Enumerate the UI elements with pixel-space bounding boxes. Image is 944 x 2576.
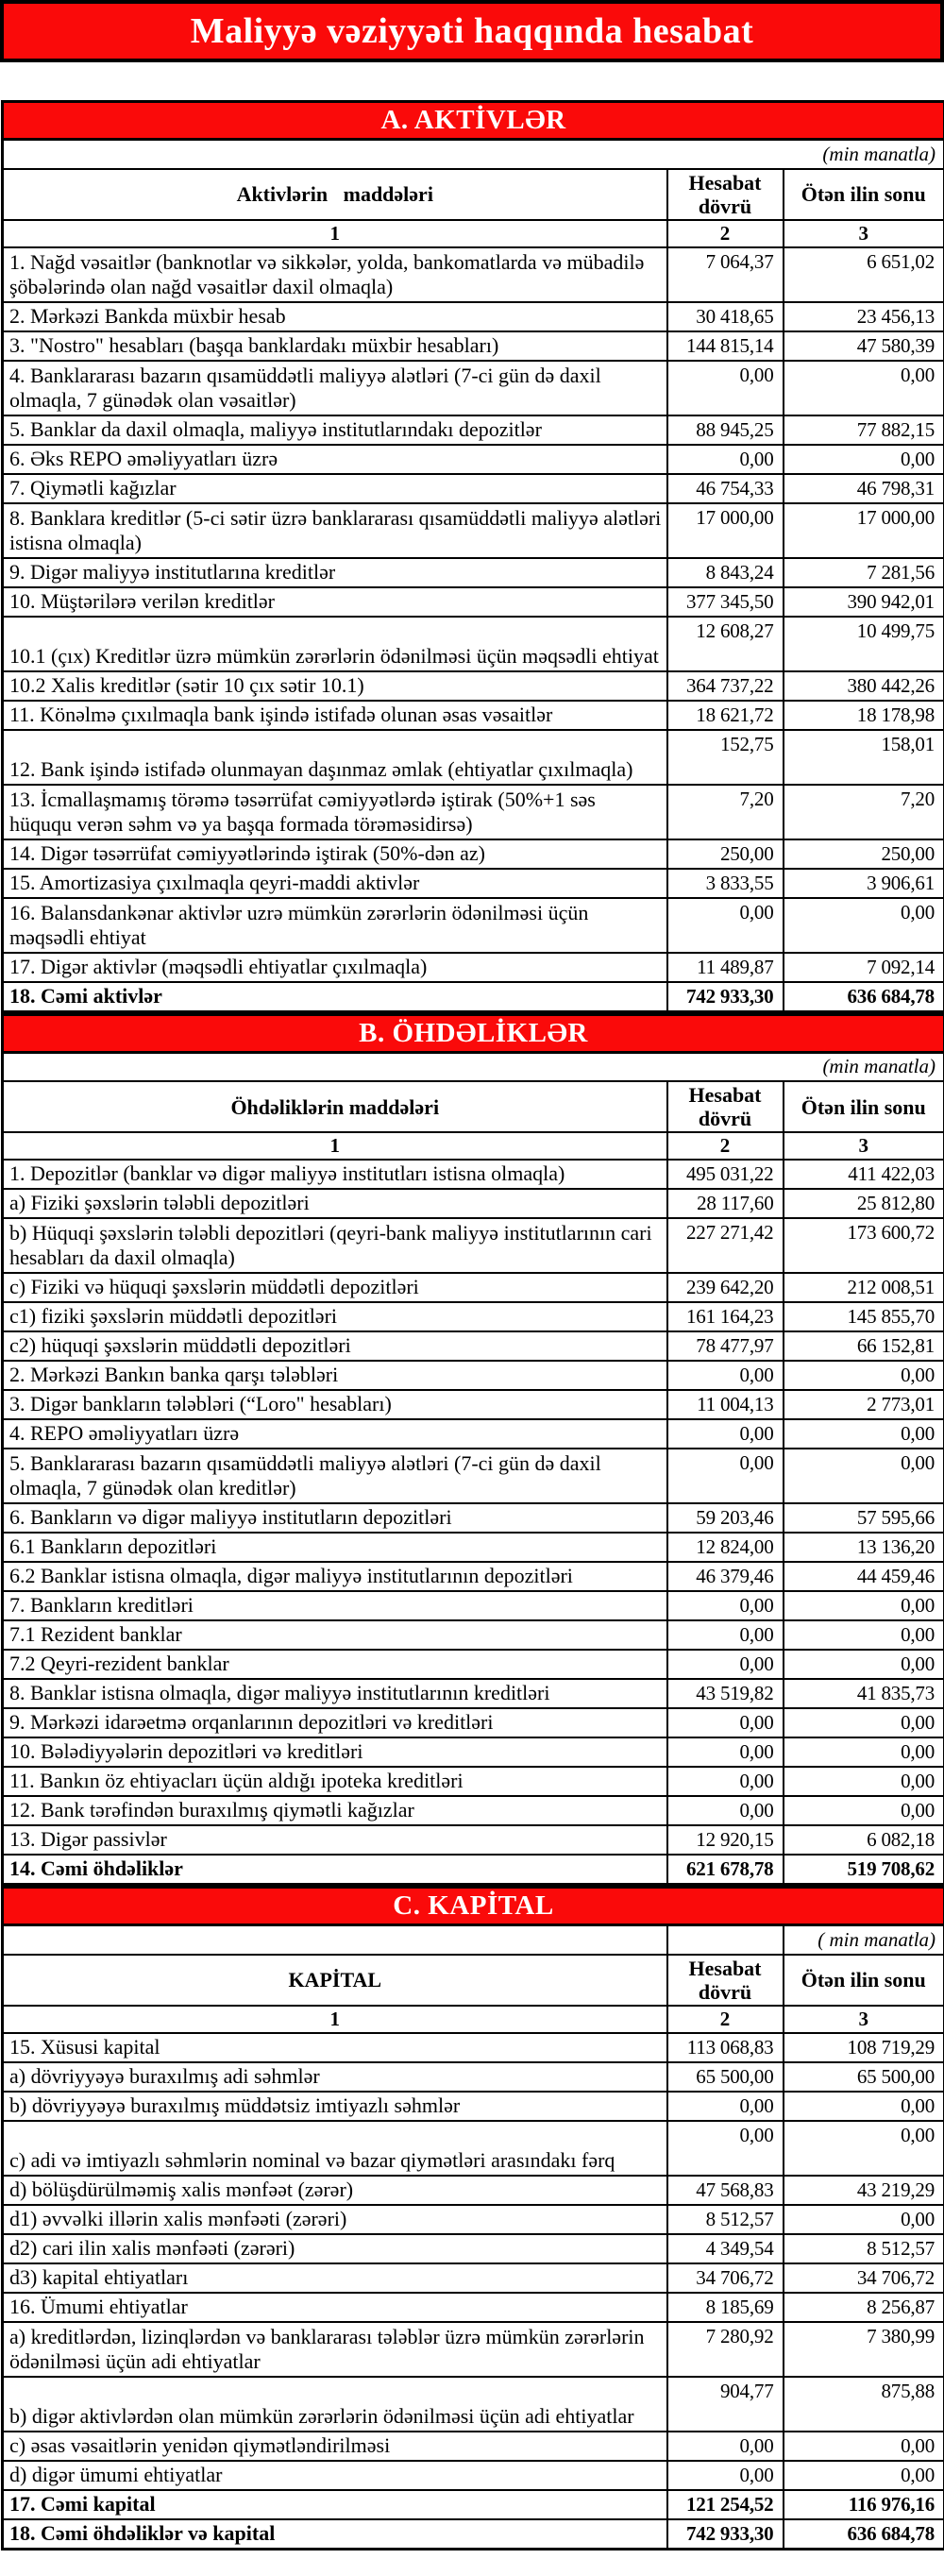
index-cell: 2 bbox=[667, 1132, 784, 1160]
index-cell: 1 bbox=[3, 220, 667, 247]
column-header-previous: Ötən ilin sonu bbox=[784, 1955, 944, 2006]
value-previous-year: 46 798,31 bbox=[784, 474, 944, 503]
item-label: a) kreditlərdən, lizinqlərdən və banklararası tələblər üzrə mümkün zərərlərin ödənilməsi üçün adi ehtiyatlar bbox=[3, 2322, 667, 2377]
value-previous-year: 7 092,14 bbox=[784, 953, 944, 982]
value-current-period: 621 678,78 bbox=[667, 1855, 784, 1885]
value-previous-year: 7 281,56 bbox=[784, 558, 944, 587]
value-current-period: 0,00 bbox=[667, 2121, 784, 2176]
item-label: 6. Əks REPO əməliyyatları üzrə bbox=[3, 445, 667, 474]
table-row bbox=[3, 839, 944, 869]
column-header-previous: Ötən ilin sonu bbox=[784, 169, 944, 220]
value-previous-year: 0,00 bbox=[784, 1767, 944, 1796]
value-current-period: 0,00 bbox=[667, 1650, 784, 1679]
value-current-period: 7 064,37 bbox=[667, 247, 784, 302]
unit-note-row bbox=[3, 1925, 944, 1955]
table-row bbox=[3, 785, 944, 839]
table-row bbox=[3, 474, 944, 503]
value-current-period: 113 068,83 bbox=[667, 2033, 784, 2062]
table-row bbox=[3, 2377, 944, 2432]
unit-note-row bbox=[3, 140, 944, 169]
index-cell: 3 bbox=[784, 1132, 944, 1160]
value-current-period: 7 280,92 bbox=[667, 2322, 784, 2377]
item-label: a) Fiziki şəxslərin tələbli depozitləri bbox=[3, 1189, 667, 1218]
item-label: d3) kapital ehtiyatları bbox=[3, 2263, 667, 2293]
item-label: 10. Bələdiyyələrin depozitləri və kreditləri bbox=[3, 1737, 667, 1767]
column-index-row bbox=[3, 220, 944, 247]
section-a-heading: A. AKTİVLƏR bbox=[3, 102, 944, 140]
column-header-row bbox=[3, 1955, 944, 2006]
table-row bbox=[3, 1796, 944, 1825]
unit-note: (min manatla) bbox=[3, 1052, 944, 1081]
item-label: 10.2 Xalis kreditlər (sətir 10 çıx sətir 10.1) bbox=[3, 671, 667, 701]
value-previous-year: 0,00 bbox=[784, 2205, 944, 2234]
table-row bbox=[3, 2176, 944, 2205]
value-current-period: 239 642,20 bbox=[667, 1273, 784, 1302]
table-row bbox=[3, 2461, 944, 2490]
index-cell: 2 bbox=[667, 220, 784, 247]
table-row bbox=[3, 2062, 944, 2092]
table-row bbox=[3, 1825, 944, 1855]
item-label: 9. Digər maliyyə institutlarına kreditlər bbox=[3, 558, 667, 587]
value-current-period: 742 933,30 bbox=[667, 982, 784, 1012]
value-previous-year: 0,00 bbox=[784, 2461, 944, 2490]
value-current-period: 121 254,52 bbox=[667, 2490, 784, 2519]
value-current-period: 12 920,15 bbox=[667, 1825, 784, 1855]
table-row bbox=[3, 2033, 944, 2062]
value-current-period: 0,00 bbox=[667, 2432, 784, 2461]
value-previous-year: 18 178,98 bbox=[784, 701, 944, 730]
table-row bbox=[3, 2092, 944, 2121]
value-current-period: 28 117,60 bbox=[667, 1189, 784, 1218]
value-current-period: 0,00 bbox=[667, 898, 784, 953]
value-current-period: 250,00 bbox=[667, 839, 784, 869]
report-title: Maliyyə vəziyyəti haqqında hesabat bbox=[190, 11, 754, 51]
value-previous-year: 0,00 bbox=[784, 1737, 944, 1767]
value-previous-year: 6 651,02 bbox=[784, 247, 944, 302]
value-current-period: 0,00 bbox=[667, 2092, 784, 2121]
value-current-period: 47 568,83 bbox=[667, 2176, 784, 2205]
value-previous-year: 0,00 bbox=[784, 1449, 944, 1503]
table-row bbox=[3, 1767, 944, 1796]
item-label: 15. Xüsusi kapital bbox=[3, 2033, 667, 2062]
table-row bbox=[3, 1737, 944, 1767]
value-current-period: 8 185,69 bbox=[667, 2293, 784, 2322]
item-label: c) əsas vəsaitlərin yenidən qiymətləndirilməsi bbox=[3, 2432, 667, 2461]
value-current-period: 12 608,27 bbox=[667, 617, 784, 671]
value-previous-year: 173 600,72 bbox=[784, 1218, 944, 1273]
item-label: 12. Bank işində istifadə olunmayan daşınmaz əmlak (ehtiyatlar çıxılmaqla) bbox=[3, 730, 667, 785]
unit-note: ( min manatla) bbox=[784, 1925, 944, 1955]
item-label: 16. Ümumi ehtiyatlar bbox=[3, 2293, 667, 2322]
item-label: 13. Digər passivlər bbox=[3, 1825, 667, 1855]
table-row bbox=[3, 361, 944, 415]
value-previous-year: 0,00 bbox=[784, 1708, 944, 1737]
value-current-period: 742 933,30 bbox=[667, 2519, 784, 2550]
table-row bbox=[3, 1449, 944, 1503]
value-current-period: 30 418,65 bbox=[667, 302, 784, 331]
section-b-heading-row bbox=[3, 1014, 944, 1052]
value-previous-year: 25 812,80 bbox=[784, 1189, 944, 1218]
item-label: 2. Mərkəzi Bankın banka qarşı tələbləri bbox=[3, 1361, 667, 1390]
value-current-period: 18 621,72 bbox=[667, 701, 784, 730]
table-row bbox=[3, 1390, 944, 1419]
index-cell: 3 bbox=[784, 220, 944, 247]
table-row bbox=[3, 1679, 944, 1708]
item-label: 7.2 Qeyri-rezident banklar bbox=[3, 1650, 667, 1679]
table-row bbox=[3, 503, 944, 558]
item-label: 18. Cəmi öhdəliklər və kapital bbox=[3, 2519, 667, 2550]
table-row bbox=[3, 302, 944, 331]
item-label: 15. Amortizasiya çıxılmaqla qeyri-maddi aktivlər bbox=[3, 869, 667, 898]
value-current-period: 11 004,13 bbox=[667, 1390, 784, 1419]
value-previous-year: 65 500,00 bbox=[784, 2062, 944, 2092]
value-current-period: 0,00 bbox=[667, 1361, 784, 1390]
table-row bbox=[3, 445, 944, 474]
item-label: 14. Cəmi öhdəliklər bbox=[3, 1855, 667, 1885]
item-label: 9. Mərkəzi idarəetmə orqanlarının depozitləri və kreditləri bbox=[3, 1708, 667, 1737]
value-current-period: 34 706,72 bbox=[667, 2263, 784, 2293]
value-previous-year: 0,00 bbox=[784, 898, 944, 953]
column-header-previous: Ötən ilin sonu bbox=[784, 1081, 944, 1132]
value-previous-year: 8 256,87 bbox=[784, 2293, 944, 2322]
value-previous-year: 7 380,99 bbox=[784, 2322, 944, 2377]
table-row bbox=[3, 869, 944, 898]
value-previous-year: 875,88 bbox=[784, 2377, 944, 2432]
value-current-period: 0,00 bbox=[667, 1449, 784, 1503]
value-current-period: 88 945,25 bbox=[667, 415, 784, 445]
item-label: 10. Müştərilərə verilən kreditlər bbox=[3, 587, 667, 617]
value-current-period: 11 489,87 bbox=[667, 953, 784, 982]
value-previous-year: 44 459,46 bbox=[784, 1562, 944, 1591]
value-previous-year: 41 835,73 bbox=[784, 1679, 944, 1708]
table-row bbox=[3, 2121, 944, 2176]
table-row bbox=[3, 587, 944, 617]
item-label: d) digər ümumi ehtiyatlar bbox=[3, 2461, 667, 2490]
value-previous-year: 0,00 bbox=[784, 1591, 944, 1620]
value-previous-year: 77 882,15 bbox=[784, 415, 944, 445]
value-previous-year: 0,00 bbox=[784, 1796, 944, 1825]
value-previous-year: 0,00 bbox=[784, 2121, 944, 2176]
value-previous-year: 43 219,29 bbox=[784, 2176, 944, 2205]
unit-note-row bbox=[3, 1052, 944, 1081]
value-previous-year: 17 000,00 bbox=[784, 503, 944, 558]
table-row bbox=[3, 1331, 944, 1361]
item-label: 18. Cəmi aktivlər bbox=[3, 982, 667, 1012]
value-current-period: 0,00 bbox=[667, 2461, 784, 2490]
item-label: 2. Mərkəzi Bankda müxbir hesab bbox=[3, 302, 667, 331]
table-row bbox=[3, 730, 944, 785]
item-label: 5. Banklar da daxil olmaqla, maliyyə institutlarındakı depozitlər bbox=[3, 415, 667, 445]
item-label: 17. Digər aktivlər (məqsədli ehtiyatlar çıxılmaqla) bbox=[3, 953, 667, 982]
item-label: 13. İcmallaşmamış törəmə təsərrüfat cəmiyyətlərdə iştirak (50%+1 səs hüququ verən səhm və ya başqa formada törəməsidirsə) bbox=[3, 785, 667, 839]
table-row bbox=[3, 2263, 944, 2293]
item-label: 1. Depozitlər (banklar və digər maliyyə institutları istisna olmaqla) bbox=[3, 1160, 667, 1189]
table-row bbox=[3, 1419, 944, 1449]
item-label: 5. Banklararası bazarın qısamüddətli maliyyə alətləri (7-ci gün də daxil olmaqla, 7 günədək olan kreditlər) bbox=[3, 1449, 667, 1503]
value-previous-year: 66 152,81 bbox=[784, 1331, 944, 1361]
section-b-heading: B. ÖHDƏLİKLƏR bbox=[3, 1014, 944, 1052]
item-label: 3. "Nostro" hesabları (başqa banklardakı müxbir hesabları) bbox=[3, 331, 667, 361]
index-cell: 1 bbox=[3, 2006, 667, 2033]
table-row bbox=[3, 1708, 944, 1737]
value-current-period: 377 345,50 bbox=[667, 587, 784, 617]
value-current-period: 78 477,97 bbox=[667, 1331, 784, 1361]
value-current-period: 3 833,55 bbox=[667, 869, 784, 898]
value-previous-year: 8 512,57 bbox=[784, 2234, 944, 2263]
item-label: 7.1 Rezident banklar bbox=[3, 1620, 667, 1650]
column-index-row bbox=[3, 2006, 944, 2033]
column-header-row bbox=[3, 1081, 944, 1132]
table-row bbox=[3, 2432, 944, 2461]
value-current-period: 364 737,22 bbox=[667, 671, 784, 701]
table-row bbox=[3, 558, 944, 587]
table-row bbox=[3, 2490, 944, 2519]
index-cell: 2 bbox=[667, 2006, 784, 2033]
value-current-period: 0,00 bbox=[667, 1796, 784, 1825]
value-previous-year: 212 008,51 bbox=[784, 1273, 944, 1302]
value-current-period: 161 164,23 bbox=[667, 1302, 784, 1331]
value-previous-year: 636 684,78 bbox=[784, 2519, 944, 2550]
value-current-period: 144 815,14 bbox=[667, 331, 784, 361]
item-label: c) Fiziki və hüquqi şəxslərin müddətli depozitləri bbox=[3, 1273, 667, 1302]
report-title-bar bbox=[0, 0, 944, 62]
table-row bbox=[3, 671, 944, 701]
value-previous-year: 0,00 bbox=[784, 2432, 944, 2461]
value-previous-year: 2 773,01 bbox=[784, 1390, 944, 1419]
item-label: 6.1 Bankların depozitləri bbox=[3, 1533, 667, 1562]
item-label: d1) əvvəlki illərin xalis mənfəəti (zərəri) bbox=[3, 2205, 667, 2234]
column-header-current: Hesabat dövrü bbox=[667, 1081, 784, 1132]
section-a-heading-row bbox=[3, 102, 944, 140]
value-previous-year: 47 580,39 bbox=[784, 331, 944, 361]
table-row bbox=[3, 982, 944, 1012]
item-label: d2) cari ilin xalis mənfəəti (zərəri) bbox=[3, 2234, 667, 2263]
table-row bbox=[3, 2234, 944, 2263]
value-previous-year: 116 976,16 bbox=[784, 2490, 944, 2519]
table-row bbox=[3, 1160, 944, 1189]
table-row bbox=[3, 2205, 944, 2234]
liabilities-table bbox=[1, 1013, 944, 1887]
table-row bbox=[3, 1302, 944, 1331]
value-current-period: 0,00 bbox=[667, 1737, 784, 1767]
table-row bbox=[3, 1503, 944, 1533]
value-previous-year: 145 855,70 bbox=[784, 1302, 944, 1331]
capital-table bbox=[1, 1886, 944, 2551]
table-row bbox=[3, 898, 944, 953]
item-label: 4. Banklararası bazarın qısamüddətli maliyyə alətləri (7-ci gün də daxil olmaqla, 7 günədək olan vəsaitlər) bbox=[3, 361, 667, 415]
item-label: 8. Banklara kreditlər (5-ci sətir üzrə banklararası qısamüddətli maliyyə alətləri istisna olmaqla) bbox=[3, 503, 667, 558]
value-current-period: 8 843,24 bbox=[667, 558, 784, 587]
table-row bbox=[3, 1855, 944, 1885]
item-label: 16. Balansdankənar aktivlər uzrə mümkün zərərlərin ödənilməsi üçün məqsədli ehtiyat bbox=[3, 898, 667, 953]
column-header-current: Hesabat dövrü bbox=[667, 1955, 784, 2006]
table-row bbox=[3, 1533, 944, 1562]
value-current-period: 0,00 bbox=[667, 1767, 784, 1796]
table-row bbox=[3, 1361, 944, 1390]
value-previous-year: 250,00 bbox=[784, 839, 944, 869]
value-current-period: 0,00 bbox=[667, 1708, 784, 1737]
item-label: 7. Bankların kreditləri bbox=[3, 1591, 667, 1620]
table-row bbox=[3, 2519, 944, 2550]
table-row bbox=[3, 2322, 944, 2377]
value-current-period: 46 379,46 bbox=[667, 1562, 784, 1591]
table-row bbox=[3, 1218, 944, 1273]
value-current-period: 0,00 bbox=[667, 1620, 784, 1650]
item-label: 12. Bank tərəfindən buraxılmış qiymətli kağızlar bbox=[3, 1796, 667, 1825]
column-index-row bbox=[3, 1132, 944, 1160]
item-label: c2) hüquqi şəxslərin müddətli depozitləri bbox=[3, 1331, 667, 1361]
table-row bbox=[3, 247, 944, 302]
item-label: c) adi və imtiyazlı səhmlərin nominal və bazar qiymətləri arasındakı fərq bbox=[3, 2121, 667, 2176]
value-current-period: 0,00 bbox=[667, 361, 784, 415]
item-label: 7. Qiymətli kağızlar bbox=[3, 474, 667, 503]
item-label: 17. Cəmi kapital bbox=[3, 2490, 667, 2519]
value-previous-year: 158,01 bbox=[784, 730, 944, 785]
column-header-row bbox=[3, 169, 944, 220]
value-previous-year: 13 136,20 bbox=[784, 1533, 944, 1562]
value-current-period: 0,00 bbox=[667, 1591, 784, 1620]
table-row bbox=[3, 2293, 944, 2322]
table-row bbox=[3, 415, 944, 445]
item-label: 10.1 (çıx) Kreditlər üzrə mümkün zərərlərin ödənilməsi üçün məqsədli ehtiyat bbox=[3, 617, 667, 671]
value-previous-year: 23 456,13 bbox=[784, 302, 944, 331]
column-header-items: KAPİTAL bbox=[3, 1955, 667, 2006]
value-current-period: 43 519,82 bbox=[667, 1679, 784, 1708]
item-label: 11. Könəlmə çıxılmaqla bank işində istifadə olunan əsas vəsaitlər bbox=[3, 701, 667, 730]
value-previous-year: 3 906,61 bbox=[784, 869, 944, 898]
value-previous-year: 519 708,62 bbox=[784, 1855, 944, 1885]
column-header-items: Aktivlərin maddələri bbox=[3, 169, 667, 220]
item-label: b) Hüquqi şəxslərin tələbli depozitləri (qeyri-bank maliyyə institutlarının cari hesabları da daxil olmaqla) bbox=[3, 1218, 667, 1273]
unit-note-spacer bbox=[667, 1925, 784, 1955]
unit-note: (min manatla) bbox=[3, 140, 944, 169]
value-current-period: 46 754,33 bbox=[667, 474, 784, 503]
table-row bbox=[3, 1620, 944, 1650]
value-current-period: 0,00 bbox=[667, 1419, 784, 1449]
section-c-heading: C. KAPİTAL bbox=[3, 1888, 944, 1925]
unit-note-spacer bbox=[3, 1925, 667, 1955]
value-current-period: 495 031,22 bbox=[667, 1160, 784, 1189]
value-current-period: 65 500,00 bbox=[667, 2062, 784, 2092]
column-header-current: Hesabat dövrü bbox=[667, 169, 784, 220]
section-c-heading-row bbox=[3, 1888, 944, 1925]
table-row bbox=[3, 1591, 944, 1620]
assets-table bbox=[1, 100, 944, 1013]
item-label: d) bölüşdürülməmiş xalis mənfəət (zərər) bbox=[3, 2176, 667, 2205]
table-row bbox=[3, 953, 944, 982]
value-previous-year: 0,00 bbox=[784, 2092, 944, 2121]
item-label: 6. Bankların və digər maliyyə institutların depozitləri bbox=[3, 1503, 667, 1533]
value-current-period: 17 000,00 bbox=[667, 503, 784, 558]
value-previous-year: 0,00 bbox=[784, 1620, 944, 1650]
item-label: b) digər aktivlərdən olan mümkün zərərlərin ödənilməsi üçün adi ehtiyatlar bbox=[3, 2377, 667, 2432]
value-current-period: 227 271,42 bbox=[667, 1218, 784, 1273]
table-row bbox=[3, 1273, 944, 1302]
value-previous-year: 0,00 bbox=[784, 1650, 944, 1679]
value-previous-year: 34 706,72 bbox=[784, 2263, 944, 2293]
table-row bbox=[3, 1650, 944, 1679]
value-previous-year: 0,00 bbox=[784, 361, 944, 415]
table-row bbox=[3, 1562, 944, 1591]
value-current-period: 0,00 bbox=[667, 445, 784, 474]
value-previous-year: 57 595,66 bbox=[784, 1503, 944, 1533]
item-label: c1) fiziki şəxslərin müddətli depozitləri bbox=[3, 1302, 667, 1331]
value-previous-year: 6 082,18 bbox=[784, 1825, 944, 1855]
item-label: 3. Digər bankların tələbləri (“Loro" hesabları) bbox=[3, 1390, 667, 1419]
index-cell: 1 bbox=[3, 1132, 667, 1160]
item-label: 14. Digər təsərrüfat cəmiyyətlərində iştirak (50%-dən az) bbox=[3, 839, 667, 869]
index-cell: 3 bbox=[784, 2006, 944, 2033]
value-previous-year: 380 442,26 bbox=[784, 671, 944, 701]
value-previous-year: 0,00 bbox=[784, 445, 944, 474]
item-label: 11. Bankın öz ehtiyacları üçün aldığı ipoteka kreditləri bbox=[3, 1767, 667, 1796]
value-current-period: 59 203,46 bbox=[667, 1503, 784, 1533]
value-current-period: 904,77 bbox=[667, 2377, 784, 2432]
column-header-items: Öhdəliklərin maddələri bbox=[3, 1081, 667, 1132]
table-row bbox=[3, 1189, 944, 1218]
value-previous-year: 0,00 bbox=[784, 1361, 944, 1390]
item-label: 4. REPO əməliyyatları üzrə bbox=[3, 1419, 667, 1449]
value-previous-year: 411 422,03 bbox=[784, 1160, 944, 1189]
item-label: b) dövriyyəyə buraxılmış müddətsiz imtiyazlı səhmlər bbox=[3, 2092, 667, 2121]
value-previous-year: 7,20 bbox=[784, 785, 944, 839]
item-label: 8. Banklar istisna olmaqla, digər maliyyə institutlarının kreditləri bbox=[3, 1679, 667, 1708]
item-label: 6.2 Banklar istisna olmaqla, digər maliyyə institutlarının depozitləri bbox=[3, 1562, 667, 1591]
value-previous-year: 10 499,75 bbox=[784, 617, 944, 671]
value-current-period: 152,75 bbox=[667, 730, 784, 785]
value-previous-year: 0,00 bbox=[784, 1419, 944, 1449]
value-current-period: 12 824,00 bbox=[667, 1533, 784, 1562]
item-label: 1. Nağd vəsaitlər (banknotlar və sikkələr, yolda, bankomatlarda və mübadilə şöbələrində olan nağd vəsaitlər daxil olmaqla) bbox=[3, 247, 667, 302]
value-current-period: 4 349,54 bbox=[667, 2234, 784, 2263]
table-row bbox=[3, 331, 944, 361]
value-previous-year: 108 719,29 bbox=[784, 2033, 944, 2062]
table-row bbox=[3, 617, 944, 671]
value-previous-year: 390 942,01 bbox=[784, 587, 944, 617]
table-row bbox=[3, 701, 944, 730]
item-label: a) dövriyyəyə buraxılmış adi səhmlər bbox=[3, 2062, 667, 2092]
value-current-period: 8 512,57 bbox=[667, 2205, 784, 2234]
value-current-period: 7,20 bbox=[667, 785, 784, 839]
value-previous-year: 636 684,78 bbox=[784, 982, 944, 1012]
